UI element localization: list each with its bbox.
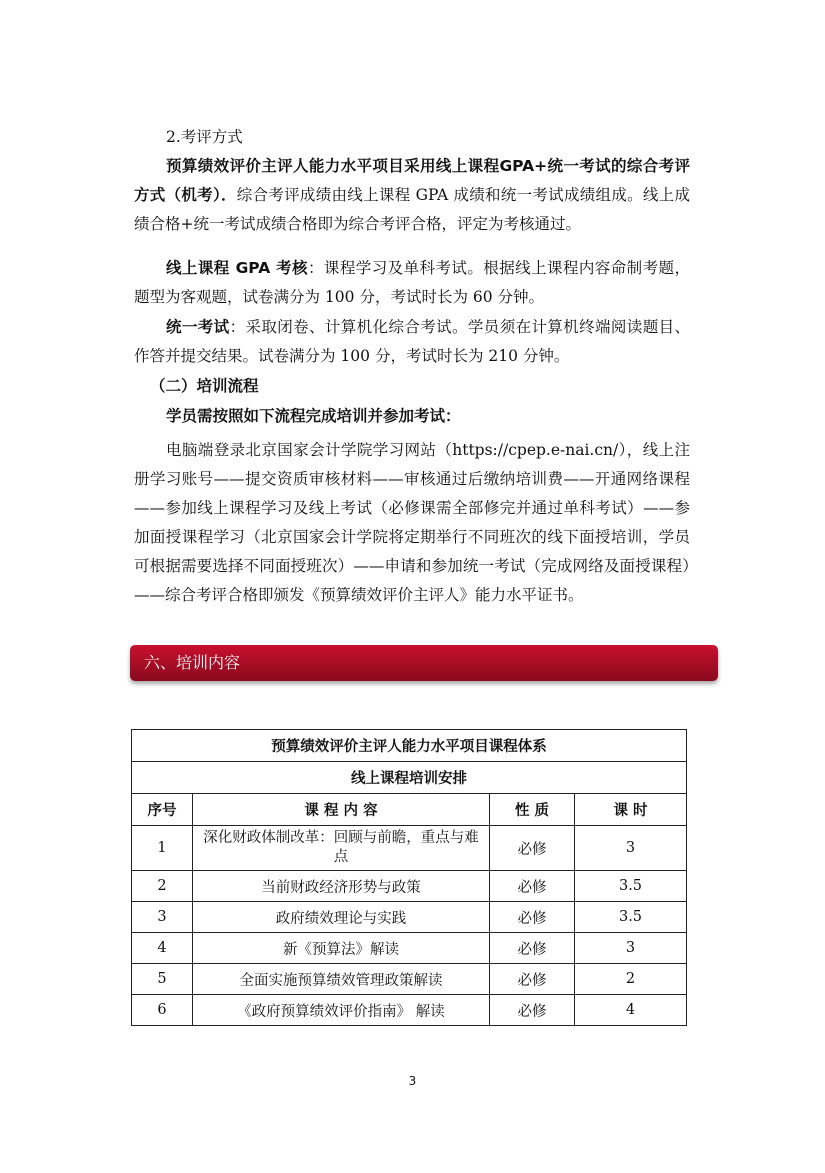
assessment-paragraph-2: [134, 254, 690, 312]
assessment-paragraph-2-bold: 线上课程 GPA 考核: [166, 259, 308, 277]
assessment-paragraph-1-text: 综合考评成绩由线上课程 GPA 成绩和统一考试成绩组成。线上成绩合格+统一考试成绩合格即为综合考评合格，评定为考核通过。: [134, 186, 690, 233]
assessment-paragraph-2-text: ：课程学习及单科考试。根据线上课程内容命制考题，题型为客观题，试卷满分为 100 分，考试时长为 60 分钟。: [134, 259, 690, 306]
cell-content: 深化财政体制改革：回顾与前瞻，重点与难点: [193, 826, 490, 871]
cell-type: 必修: [490, 826, 575, 871]
table-row: [132, 995, 687, 1026]
column-header-index: 序号: [132, 794, 193, 826]
cell-content: 新《预算法》解读: [193, 933, 490, 964]
cell-hours: 3.5: [575, 902, 687, 933]
cell-index: 2: [132, 871, 193, 902]
table-title: 预算绩效评价主评人能力水平项目课程体系: [132, 730, 687, 762]
process-heading: （二）培训流程: [150, 377, 259, 395]
table-row: [132, 826, 687, 871]
table-header-row: [132, 794, 687, 826]
table-row: [132, 902, 687, 933]
cell-type: 必修: [490, 902, 575, 933]
table-row: [132, 871, 687, 902]
assessment-paragraph-3: [134, 313, 690, 371]
section-banner-title: 六、培训内容: [144, 653, 241, 672]
cell-hours: 4: [575, 995, 687, 1026]
table-subtitle-row: [132, 762, 687, 794]
table-title-row: [132, 730, 687, 762]
table-row: [132, 964, 687, 995]
process-intro: 学员需按照如下流程完成培训并参加考试：: [166, 407, 461, 425]
cell-content: 当前财政经济形势与政策: [193, 871, 490, 902]
cell-content: 全面实施预算绩效管理政策解读: [193, 964, 490, 995]
assessment-paragraph-3-text: ：采取闭卷、计算机化综合考试。学员须在计算机终端阅读题目、作答并提交结果。试卷满分为 100 分，考试时长为 210 分钟。: [134, 318, 690, 365]
cell-hours: 3: [575, 933, 687, 964]
cell-type: 必修: [490, 933, 575, 964]
course-table: [131, 729, 687, 1026]
cell-index: 5: [132, 964, 193, 995]
assessment-heading: 2.考评方式: [166, 128, 243, 146]
table-subtitle: 线上课程培训安排: [132, 762, 687, 794]
cell-index: 6: [132, 995, 193, 1026]
process-body: 电脑端登录北京国家会计学院学习网站（https://cpep.e-nai.cn/），线上注册学习账号——提交资质审核材料——审核通过后缴纳培训费——开通网络课程——参加线上课程学习及线上考试（必修课需全部修完并通过单科考试）——参加面授课程学习（北京国家会计学院将定期举行不同班次的线下面授培训，学员可根据需要选择不同面授班次）——申请和参加统一考试（完成网络及面授课程）——综合考评合格即颁发《预算绩效评价主评人》能力水平证书。: [134, 441, 690, 604]
cell-content: 政府绩效理论与实践: [193, 902, 490, 933]
page-number: 3: [408, 1074, 417, 1088]
cell-hours: 2: [575, 964, 687, 995]
column-header-content: 课 程 内 容: [193, 794, 490, 826]
cell-hours: 3.5: [575, 871, 687, 902]
table-row: [132, 933, 687, 964]
assessment-paragraph-1-bold: 预算绩效评价主评人能力水平项目采用线上课程GPA+统一考试的综合考评方式（机考）．: [134, 157, 690, 204]
cell-hours: 3: [575, 826, 687, 871]
column-header-type: 性 质: [490, 794, 575, 826]
section-banner: [130, 645, 718, 681]
cell-index: 4: [132, 933, 193, 964]
column-header-hours: 课 时: [575, 794, 687, 826]
cell-type: 必修: [490, 871, 575, 902]
assessment-paragraph-1: [134, 152, 690, 239]
cell-index: 1: [132, 826, 193, 871]
assessment-paragraph-3-bold: 统一考试: [166, 318, 230, 336]
cell-type: 必修: [490, 964, 575, 995]
cell-type: 必修: [490, 995, 575, 1026]
cell-index: 3: [132, 902, 193, 933]
cell-content: 《政府预算绩效评价指南》 解读: [193, 995, 490, 1026]
